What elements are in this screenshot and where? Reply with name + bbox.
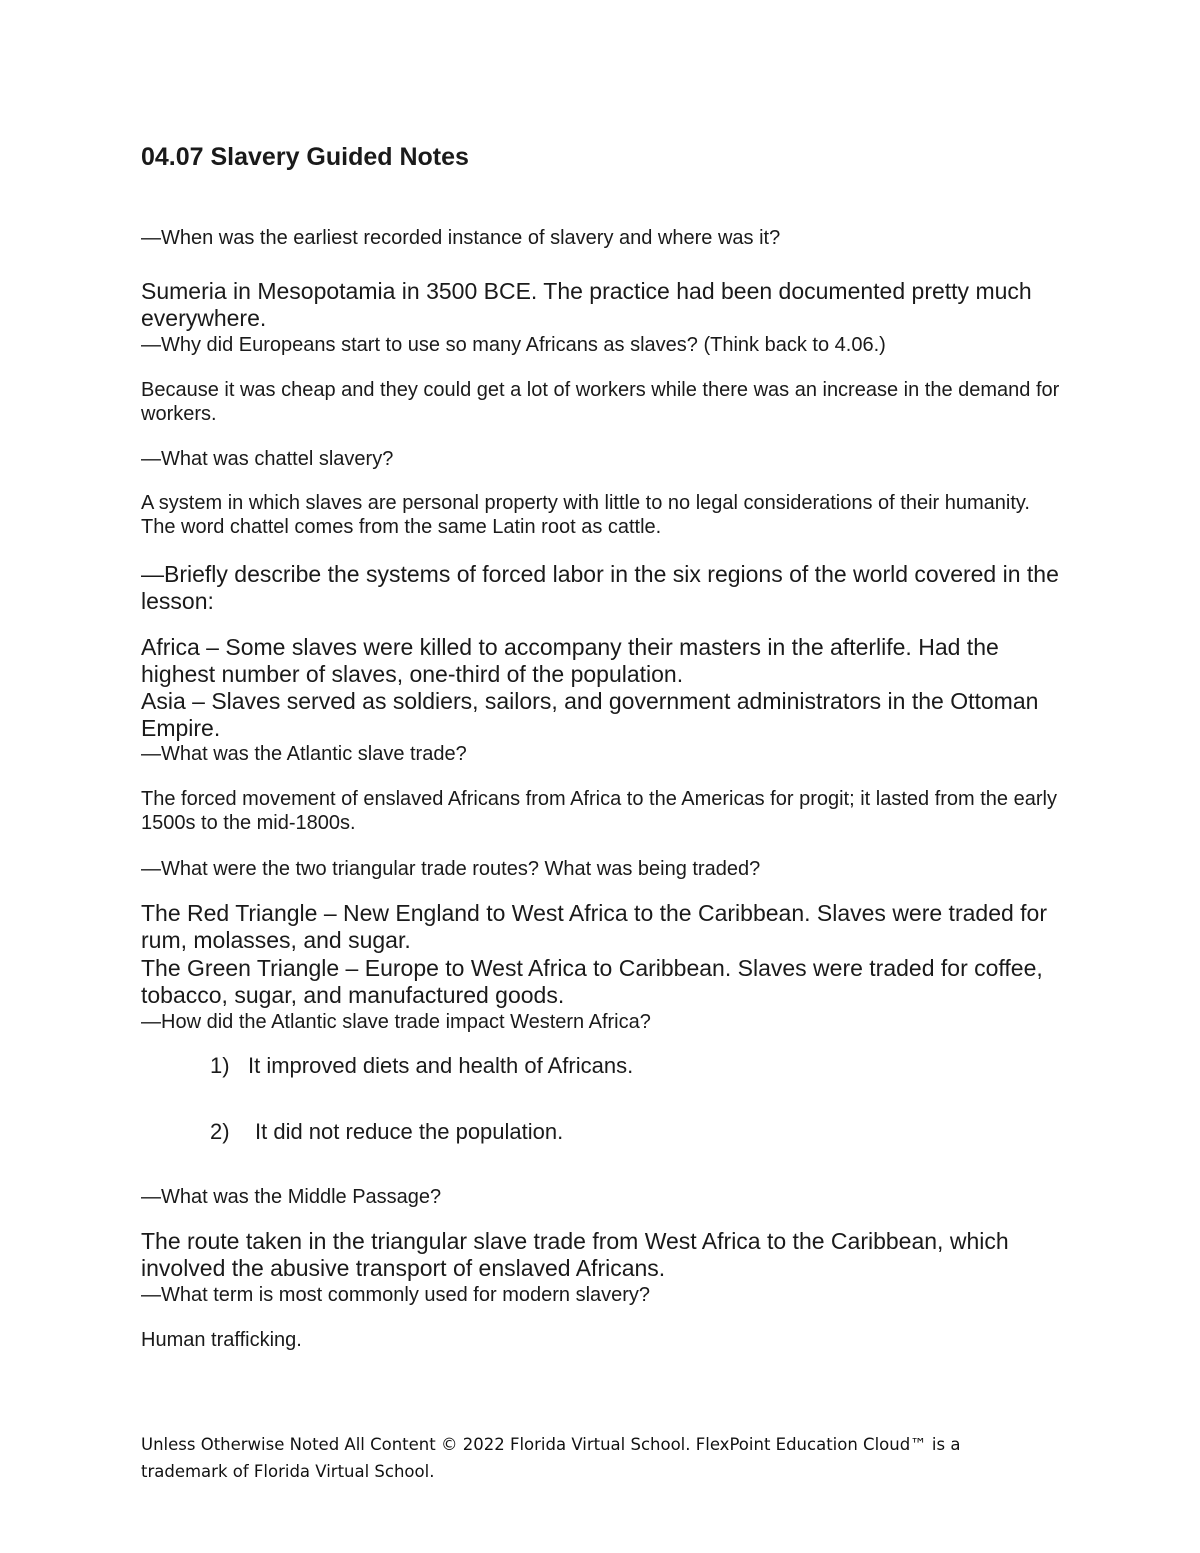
question-triangular-routes: —What were the two triangular trade routes? What was being traded?: [141, 858, 761, 880]
question-chattel-slavery: —What was chattel slavery?: [141, 448, 394, 470]
answer-atlantic-slave-trade: The forced movement of enslaved Africans from Africa to the Americas for progit; it lasted from the early 1500s to the mid-1800s.: [141, 788, 1063, 834]
list-item-number: 1): [210, 1053, 230, 1078]
answer-middle-passage: The route taken in the triangular slave trade from West Africa to the Caribbean, which involved the abusive transport of enslaved Africans.: [141, 1228, 1016, 1281]
answer-modern-slavery: Human trafficking.: [141, 1329, 302, 1351]
question-modern-slavery: —What term is most commonly used for modern slavery?: [141, 1284, 651, 1306]
question-middle-passage: —What was the Middle Passage?: [141, 1186, 442, 1208]
answer-region-asia: Asia – Slaves served as soldiers, sailors, and government administrators in the Ottoman Empire.: [141, 688, 1045, 741]
answer-earliest-slavery: Sumeria in Mesopotamia in 3500 BCE. The practice had been documented pretty much everywhere.: [141, 278, 1039, 331]
question-impact-western-africa: —How did the Atlantic slave trade impact Western Africa?: [141, 1011, 651, 1033]
list-item: It did not reduce the population.: [255, 1119, 564, 1144]
answer-europeans-africans: Because it was cheap and they could get a lot of workers while there was an increase in the demand for workers.: [141, 379, 1065, 425]
question-atlantic-slave-trade: —What was the Atlantic slave trade?: [141, 743, 467, 765]
question-forced-labor-regions: —Briefly describe the systems of forced labor in the six regions of the world covered in the lesson:: [141, 561, 1066, 614]
answer-chattel-slavery: A system in which slaves are personal property with little to no legal considerations of their humanity. The word chattel comes from the same Latin root as cattle.: [141, 492, 1036, 538]
question-earliest-slavery: —When was the earliest recorded instance of slavery and where was it?: [141, 227, 781, 249]
list-item: It improved diets and health of Africans.: [248, 1053, 634, 1078]
question-europeans-africans: —Why did Europeans start to use so many Africans as slaves? (Think back to 4.06.): [141, 334, 886, 356]
answer-red-triangle: The Red Triangle – New England to West Africa to the Caribbean. Slaves were traded for rum, molasses, and sugar.: [141, 900, 1054, 953]
answer-region-africa: Africa – Some slaves were killed to accompany their masters in the afterlife. Had the highest number of slaves, one-third of the population.: [141, 634, 1006, 687]
copyright-footer: Unless Otherwise Noted All Content © 2022 Florida Virtual School. FlexPoint Education Cloud™ is a trademark of Florida Virtual School.: [141, 1435, 961, 1481]
page-title: 04.07 Slavery Guided Notes: [141, 143, 469, 171]
answer-green-triangle: The Green Triangle – Europe to West Africa to Caribbean. Slaves were traded for coffee, tobacco, sugar, and manufactured goods.: [141, 955, 1050, 1008]
list-item-number: 2): [210, 1119, 230, 1144]
